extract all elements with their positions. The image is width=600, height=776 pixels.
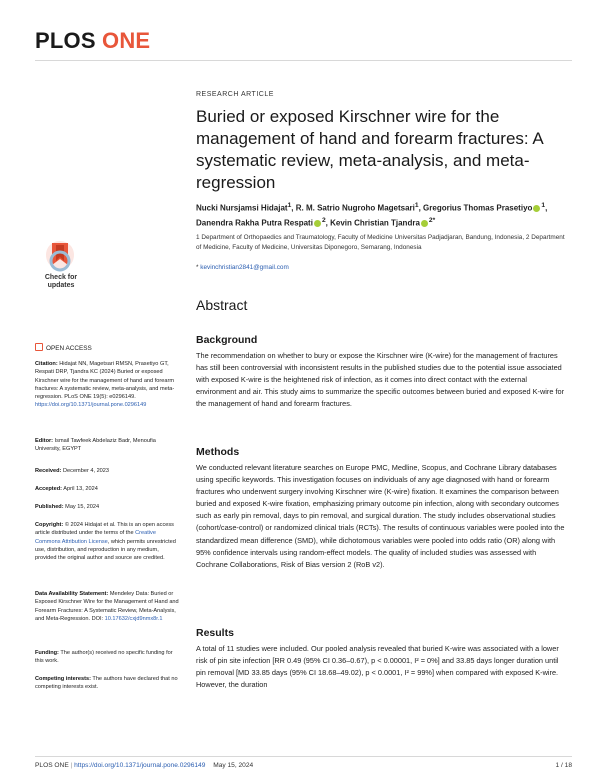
email-link[interactable]: kevinchristian2841@gmail.com xyxy=(200,264,289,271)
methods-heading: Methods xyxy=(196,446,240,458)
data-doi-link[interactable]: 10.17632/cxjd9nmx8r.1 xyxy=(104,615,163,622)
author-sup: 1 xyxy=(414,202,419,209)
footer-doi-link[interactable]: https://doi.org/10.1371/journal.pone.0296149 xyxy=(74,762,206,769)
editor-label: Editor: xyxy=(35,438,54,444)
article-type: RESEARCH ARTICLE xyxy=(196,91,274,98)
license-link[interactable]: Creative Commons Attribution License xyxy=(35,530,156,545)
affiliations: 1 Department of Orthopaedics and Traumatology, Faculty of Medicine Universitas Padjadjaran, Bandung, Indonesia, 2 Department of Medicine, Faculty of Medicine, Universitas Diponegoro, Semarang, Indonesia xyxy=(196,234,565,251)
editor-text: Ismail Tawfeek Abdelaziz Badr, Menoufia University, EGYPT xyxy=(35,438,156,453)
page-number: 1 / 18 xyxy=(555,762,572,769)
accepted-block xyxy=(35,485,180,493)
editor-block xyxy=(35,437,180,454)
copyright-label: Copyright: xyxy=(35,522,64,528)
received-date: December 4, 2023 xyxy=(63,468,110,474)
orcid-icon[interactable] xyxy=(421,220,428,227)
logo-plos: PLOS xyxy=(35,28,96,53)
author-sup: 2 xyxy=(321,216,326,224)
results-text: A total of 11 studies were included. Our pooled analysis revealed that buried K-wire was associated with a lower risk of pin site infection [RR 0.49 (95% CI 0.36–0.67), p < 0.00001, I² = 0%] and 33.85 days longer duration until pin removal [MD 33.85 days (95% CI 18.68–49.02), p < 0.0001, I² = 99%] when compared with exposed K-wire. However, the duration xyxy=(196,644,559,690)
author-list: Nucki Nursjamsi Hidajat$^1$, R. M. Satrio Nugroho Magetsari$^1$, Gregorius Thomas Prasetiyo $^1$, Danendra Rakha Putra Respati $^2$, Kevin Christian Tjandra $^{2*}$ xyxy=(196,202,548,228)
copyright-block xyxy=(35,521,180,562)
author-name[interactable]: Kevin Christian Tjandra xyxy=(330,218,420,228)
data-availability-block xyxy=(35,590,180,623)
author-name[interactable]: Danendra Rakha Putra Respati xyxy=(196,218,313,228)
check-line1: Check for xyxy=(44,274,78,281)
author-name[interactable]: Nucki Nursjamsi Hidajat xyxy=(196,203,288,213)
abstract-heading: Abstract xyxy=(196,297,248,313)
author-name[interactable]: R. M. Satrio Nugroho Magetsari xyxy=(295,203,415,213)
competing-interests-label: Competing interests: xyxy=(35,676,91,682)
funding-block xyxy=(35,649,180,666)
results-heading: Results xyxy=(196,627,234,639)
open-access-badge xyxy=(35,343,92,352)
funding-label: Funding: xyxy=(35,650,59,656)
received-block xyxy=(35,467,180,475)
footer-divider xyxy=(35,756,572,757)
article-title: Buried or exposed Kirschner wire for the management of hand and forearm fractures: A systematic review, meta-analysis, and meta-regression xyxy=(196,107,543,192)
funding-text: The author(s) received no specific funding for this work. xyxy=(35,650,173,665)
data-availability-label: Data Availability Statement: xyxy=(35,591,109,597)
corresponding-email xyxy=(196,264,566,271)
citation-label: Citation: xyxy=(35,361,58,367)
footer-separator: | xyxy=(70,762,73,769)
published-label: Published: xyxy=(35,504,64,510)
author-sup: 1 xyxy=(287,202,292,209)
background-heading: Background xyxy=(196,334,258,346)
accepted-date: April 13, 2024 xyxy=(63,486,98,492)
citation-text: Hidajat NN, Magetsari RMSN, Prasetiyo GT, Respati DRP, Tjandra KC (2024) Buried or exposed Kirschner wire for the management of hand and forearm fractures: A systematic review, meta-analysis, and meta-regression. PLoS ONE 19(5): e0296149. xyxy=(35,361,175,401)
citation-doi-link[interactable]: https://doi.org/10.1371/journal.pone.0296149 xyxy=(35,402,147,409)
published-block xyxy=(35,503,180,511)
footer-date: May 15, 2024 xyxy=(213,762,254,769)
open-access-label: OPEN ACCESS xyxy=(46,345,92,352)
background-text: The recommendation on whether to bury or expose the Kirschner wire (K-wire) for the management of fractures has still been controversial with inconsistent results in the published studies due to the potential issue associated with exposed K-wire is the heightened risk of infection, as it comes into direct contact with the external environment and air. This study aims to summarize the specific outcomes between buried and exposed K-wire for the management of hand and forearm fractures. xyxy=(196,351,565,409)
author-sup: 1 xyxy=(541,202,546,209)
accepted-label: Accepted: xyxy=(35,486,63,492)
asterisk: * xyxy=(196,264,201,271)
citation-block xyxy=(35,360,180,410)
copyright-text-b: , which permits unrestricted use, distribution, and reproduction in any medium, provided the original author and source are credited. xyxy=(35,538,176,562)
author-name[interactable]: Gregorius Thomas Prasetiyo xyxy=(423,203,533,213)
logo-one: ONE xyxy=(102,28,151,53)
author-sup: 2* xyxy=(428,216,436,224)
competing-interests-text: The authors have declared that no competing interests exist. xyxy=(35,676,178,691)
footer-journal: PLOS ONE xyxy=(35,762,69,769)
published-date: May 15, 2024 xyxy=(65,504,100,510)
data-availability-text: Mendeley Data: Buried or Exposed Kirschner Wire for the Management of Hand and Forearm Fractures: A Systematic Review, Meta-Analysis, and Meta-Regression. DOI: xyxy=(35,591,179,622)
footer-citation xyxy=(35,762,253,769)
orcid-icon[interactable] xyxy=(533,205,540,212)
received-label: Received: xyxy=(35,468,62,474)
orcid-icon[interactable] xyxy=(314,220,321,227)
header-divider xyxy=(35,60,572,61)
check-for-updates-label[interactable] xyxy=(40,274,82,290)
check-line2: updates xyxy=(47,282,75,289)
copyright-text-a: © 2024 Hidajat et al. This is an open access article distributed under the terms of the xyxy=(35,522,174,537)
journal-logo xyxy=(35,28,150,54)
competing-interests-block xyxy=(35,675,180,692)
open-access-lock-icon xyxy=(35,343,43,351)
methods-text: We conducted relevant literature searches on Europe PMC, Medline, Scopus, and Cochrane Library databases using specific keywords. This investigation focuses on individuals of any age diagnosed with hand or forearm fractures who underwent surgery involving Kirschner wire (K-wire) fixation. It examines the comparison between buried and exposed K-wire fixation, emphasizing primary outcome pin infection, along with secondary outcomes such as early pin removal, days to pin removal, and surgical duration. The study includes observational studies (cohort/case-control) or randomized clinical trials (RCTs). The results of continuous variables were pooled into the standardized mean difference (SMD), while dichotomous variables were pooled into odds ratio (OR) along with 95% confidence intervals using random-effect models. The quality of included studies was assessed with Cochrane Collaborations, Risk of Bias version 2 (RoB v2). xyxy=(196,463,565,569)
